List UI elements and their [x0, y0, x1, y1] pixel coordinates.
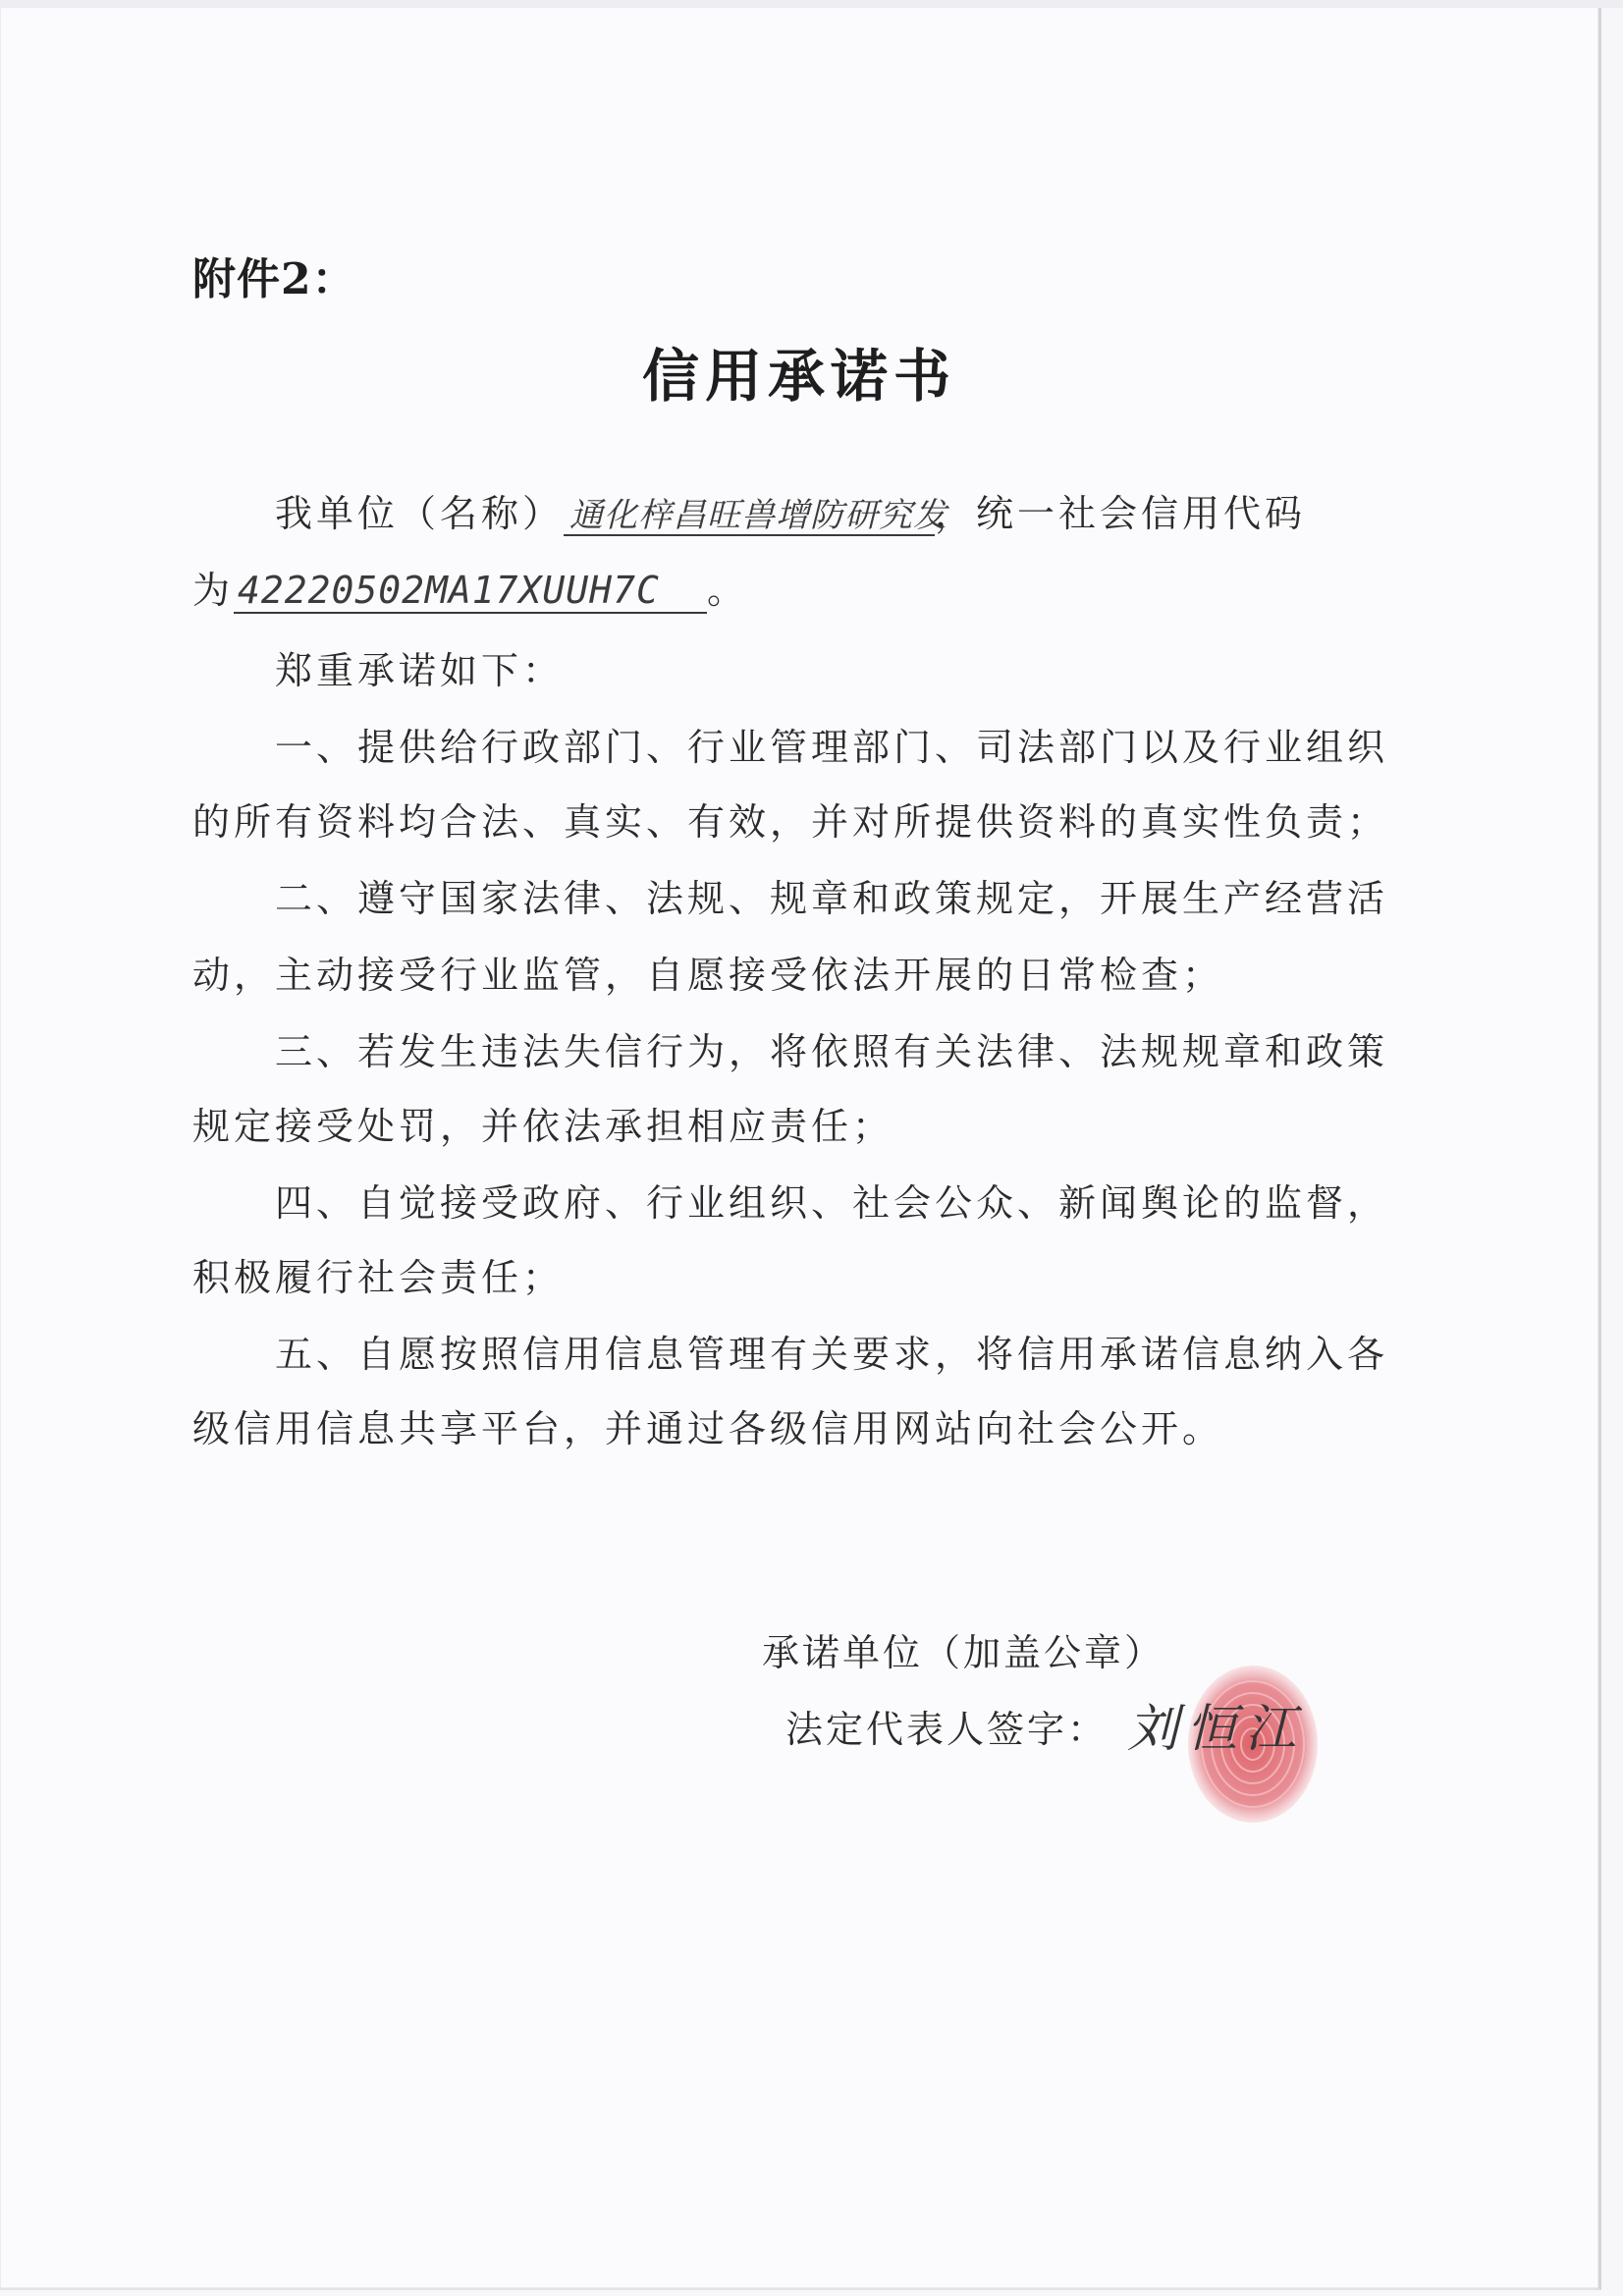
promise-item-2-cont: 动，主动接受行业监管，自愿接受依法开展的日常检查；	[192, 954, 1224, 997]
promise-item-3-first: 三、若发生违法失信行为，将依照有关法律、法规规章和政策	[275, 1030, 1389, 1073]
scan-edge	[0, 0, 1623, 8]
attachment-label: 附件2：	[192, 254, 356, 304]
legal-rep-label: 法定代表人签字：	[785, 1708, 1109, 1751]
credit-code-suffix: 。	[707, 569, 749, 612]
intro-line-2	[192, 560, 748, 614]
intro-line-1	[275, 483, 1306, 537]
promise-item-1-first: 一、提供给行政部门、行业管理部门、司法部门以及行业组织	[275, 726, 1389, 769]
credit-code-label: ，统一社会信用代码	[935, 492, 1307, 535]
promise-item-5-first: 五、自愿按照信用信息管理有关要求，将信用承诺信息纳入各	[275, 1333, 1389, 1376]
seal-label: 承诺单位（加盖公章）	[762, 1631, 1165, 1674]
handwritten-signature: 刘恒江	[1127, 1700, 1305, 1759]
document-title: 信用承诺书	[641, 343, 956, 410]
promise-item-5-cont: 级信用信息共享平台，并通过各级信用网站向社会公开。	[192, 1407, 1224, 1450]
promise-item-4-cont: 积极履行社会责任；	[192, 1256, 565, 1299]
promise-item-2-first: 二、遵守国家法律、法规、规章和政策规定，开展生产经营活	[275, 877, 1389, 920]
promise-intro: 郑重承诺如下：	[275, 649, 565, 692]
unit-name-field: 通化梓昌旺兽增防研究发	[564, 498, 935, 536]
promise-item-3-cont: 规定接受处罚，并依法承担相应责任；	[192, 1105, 894, 1148]
credit-code-prefix: 为	[192, 569, 235, 612]
promise-item-1-cont: 的所有资料均合法、真实、有效，并对所提供资料的真实性负责；	[192, 800, 1389, 844]
credit-code-field: 42220502MA17XUUH7C	[234, 571, 707, 614]
intro-prefix: 我单位（名称）	[275, 492, 565, 535]
promise-item-4-first: 四、自觉接受政府、行业组织、社会公众、新闻舆论的监督，	[275, 1181, 1389, 1225]
